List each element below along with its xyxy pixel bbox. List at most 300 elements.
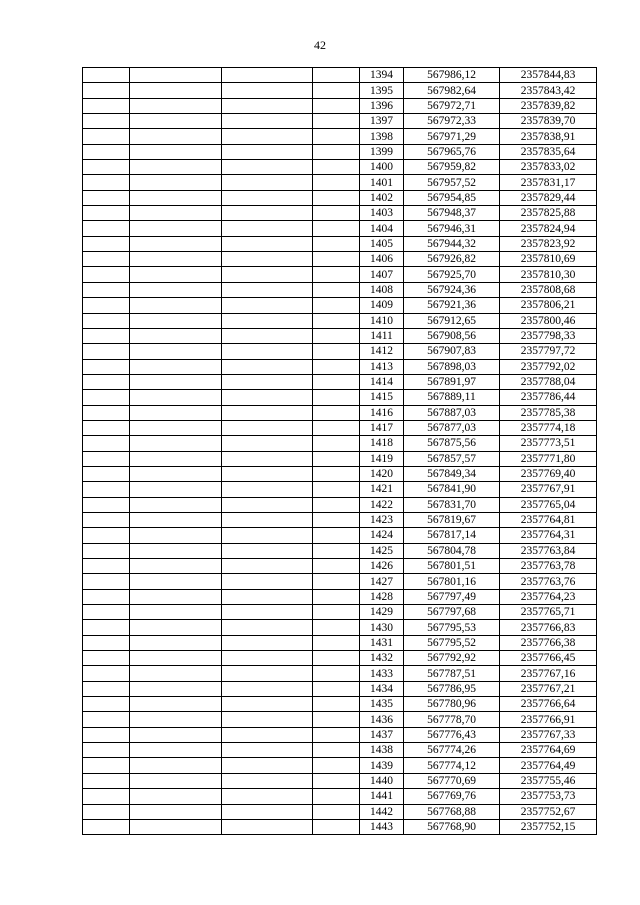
x-coordinate-cell: 567959,82 (404, 160, 500, 175)
point-number-cell: 1431 (360, 635, 404, 650)
empty-cell (313, 359, 360, 374)
point-number-cell: 1442 (360, 804, 404, 819)
table-row (83, 712, 597, 727)
empty-cell (222, 681, 313, 696)
table-row (83, 160, 597, 175)
empty-cell (83, 83, 130, 98)
empty-cell (83, 712, 130, 727)
empty-cell (83, 574, 130, 589)
empty-cell (83, 206, 130, 221)
empty-cell (83, 436, 130, 451)
point-number-cell: 1418 (360, 436, 404, 451)
y-coordinate-cell: 2357767,91 (500, 482, 597, 497)
table-row (83, 206, 597, 221)
empty-cell (313, 160, 360, 175)
point-number-cell: 1401 (360, 175, 404, 190)
x-coordinate-cell: 567787,51 (404, 666, 500, 681)
table-row (83, 374, 597, 389)
point-number-cell: 1396 (360, 98, 404, 113)
table-row (83, 236, 597, 251)
x-coordinate-cell: 567912,65 (404, 313, 500, 328)
empty-cell (83, 543, 130, 558)
x-coordinate-cell: 567797,68 (404, 605, 500, 620)
empty-cell (83, 758, 130, 773)
table-row (83, 420, 597, 435)
y-coordinate-cell: 2357766,91 (500, 712, 597, 727)
y-coordinate-cell: 2357769,40 (500, 466, 597, 481)
y-coordinate-cell: 2357771,80 (500, 451, 597, 466)
table-row (83, 681, 597, 696)
point-number-cell: 1413 (360, 359, 404, 374)
table-row (83, 328, 597, 343)
table-row (83, 482, 597, 497)
empty-cell (313, 528, 360, 543)
table-row (83, 129, 597, 144)
empty-cell (130, 620, 222, 635)
y-coordinate-cell: 2357843,42 (500, 83, 597, 98)
empty-cell (313, 405, 360, 420)
x-coordinate-cell: 567819,67 (404, 512, 500, 527)
table-row (83, 589, 597, 604)
point-number-cell: 1428 (360, 589, 404, 604)
empty-cell (313, 482, 360, 497)
empty-cell (130, 282, 222, 297)
empty-cell (130, 144, 222, 159)
y-coordinate-cell: 2357792,02 (500, 359, 597, 374)
y-coordinate-cell: 2357829,44 (500, 190, 597, 205)
empty-cell (83, 666, 130, 681)
y-coordinate-cell: 2357844,83 (500, 68, 597, 83)
empty-cell (222, 743, 313, 758)
point-number-cell: 1429 (360, 605, 404, 620)
y-coordinate-cell: 2357810,30 (500, 267, 597, 282)
empty-cell (222, 114, 313, 129)
table-row (83, 390, 597, 405)
empty-cell (130, 206, 222, 221)
x-coordinate-cell: 567972,33 (404, 114, 500, 129)
table-row (83, 175, 597, 190)
empty-cell (83, 282, 130, 297)
table-row (83, 221, 597, 236)
point-number-cell: 1397 (360, 114, 404, 129)
empty-cell (313, 344, 360, 359)
empty-cell (222, 160, 313, 175)
y-coordinate-cell: 2357752,15 (500, 819, 597, 834)
table-row (83, 68, 597, 83)
x-coordinate-cell: 567946,31 (404, 221, 500, 236)
empty-cell (83, 144, 130, 159)
point-number-cell: 1424 (360, 528, 404, 543)
x-coordinate-cell: 567768,88 (404, 804, 500, 819)
point-number-cell: 1411 (360, 328, 404, 343)
empty-cell (313, 712, 360, 727)
table-row (83, 697, 597, 712)
point-number-cell: 1398 (360, 129, 404, 144)
empty-cell (222, 651, 313, 666)
empty-cell (313, 68, 360, 83)
table-row (83, 635, 597, 650)
empty-cell (130, 313, 222, 328)
y-coordinate-cell: 2357788,04 (500, 374, 597, 389)
empty-cell (83, 589, 130, 604)
empty-cell (83, 405, 130, 420)
point-number-cell: 1416 (360, 405, 404, 420)
empty-cell (83, 221, 130, 236)
table-body (83, 68, 597, 835)
point-number-cell: 1408 (360, 282, 404, 297)
table-row (83, 436, 597, 451)
table-row (83, 497, 597, 512)
x-coordinate-cell: 567792,92 (404, 651, 500, 666)
table-row (83, 666, 597, 681)
table-row (83, 543, 597, 558)
x-coordinate-cell: 567921,36 (404, 298, 500, 313)
x-coordinate-cell: 567898,03 (404, 359, 500, 374)
empty-cell (313, 298, 360, 313)
empty-cell (83, 160, 130, 175)
x-coordinate-cell: 567801,51 (404, 559, 500, 574)
empty-cell (222, 574, 313, 589)
x-coordinate-cell: 567887,03 (404, 405, 500, 420)
y-coordinate-cell: 2357785,38 (500, 405, 597, 420)
table-row (83, 773, 597, 788)
point-number-cell: 1443 (360, 819, 404, 834)
point-number-cell: 1402 (360, 190, 404, 205)
empty-cell (222, 282, 313, 297)
y-coordinate-cell: 2357774,18 (500, 420, 597, 435)
y-coordinate-cell: 2357831,17 (500, 175, 597, 190)
empty-cell (130, 68, 222, 83)
point-number-cell: 1407 (360, 267, 404, 282)
empty-cell (313, 681, 360, 696)
x-coordinate-cell: 567907,83 (404, 344, 500, 359)
y-coordinate-cell: 2357800,46 (500, 313, 597, 328)
empty-cell (83, 298, 130, 313)
empty-cell (222, 804, 313, 819)
y-coordinate-cell: 2357767,21 (500, 681, 597, 696)
empty-cell (83, 390, 130, 405)
empty-cell (313, 206, 360, 221)
empty-cell (83, 635, 130, 650)
point-number-cell: 1404 (360, 221, 404, 236)
empty-cell (222, 344, 313, 359)
empty-cell (130, 497, 222, 512)
empty-cell (313, 559, 360, 574)
empty-cell (313, 328, 360, 343)
empty-cell (222, 390, 313, 405)
empty-cell (130, 635, 222, 650)
table-row (83, 313, 597, 328)
empty-cell (222, 605, 313, 620)
y-coordinate-cell: 2357773,51 (500, 436, 597, 451)
empty-cell (130, 758, 222, 773)
point-number-cell: 1422 (360, 497, 404, 512)
x-coordinate-cell: 567982,64 (404, 83, 500, 98)
empty-cell (313, 267, 360, 282)
x-coordinate-cell: 567948,37 (404, 206, 500, 221)
table-row (83, 804, 597, 819)
empty-cell (222, 236, 313, 251)
empty-cell (222, 466, 313, 481)
empty-cell (313, 190, 360, 205)
empty-cell (313, 313, 360, 328)
empty-cell (222, 374, 313, 389)
y-coordinate-cell: 2357806,21 (500, 298, 597, 313)
point-number-cell: 1438 (360, 743, 404, 758)
empty-cell (222, 190, 313, 205)
empty-cell (130, 298, 222, 313)
empty-cell (222, 635, 313, 650)
x-coordinate-cell: 567965,76 (404, 144, 500, 159)
empty-cell (130, 789, 222, 804)
empty-cell (83, 789, 130, 804)
empty-cell (83, 620, 130, 635)
empty-cell (313, 605, 360, 620)
empty-cell (83, 773, 130, 788)
point-number-cell: 1409 (360, 298, 404, 313)
y-coordinate-cell: 2357797,72 (500, 344, 597, 359)
table-row (83, 405, 597, 420)
x-coordinate-cell: 567877,03 (404, 420, 500, 435)
x-coordinate-cell: 567804,78 (404, 543, 500, 558)
point-number-cell: 1395 (360, 83, 404, 98)
empty-cell (222, 405, 313, 420)
empty-cell (130, 574, 222, 589)
empty-cell (222, 175, 313, 190)
empty-cell (313, 436, 360, 451)
point-number-cell: 1435 (360, 697, 404, 712)
empty-cell (130, 528, 222, 543)
table-row (83, 727, 597, 742)
empty-cell (130, 589, 222, 604)
empty-cell (313, 743, 360, 758)
empty-cell (130, 773, 222, 788)
empty-cell (222, 512, 313, 527)
y-coordinate-cell: 2357839,82 (500, 98, 597, 113)
point-number-cell: 1433 (360, 666, 404, 681)
x-coordinate-cell: 567857,57 (404, 451, 500, 466)
empty-cell (83, 727, 130, 742)
empty-cell (222, 98, 313, 113)
table-row (83, 605, 597, 620)
x-coordinate-cell: 567780,96 (404, 697, 500, 712)
y-coordinate-cell: 2357766,64 (500, 697, 597, 712)
point-number-cell: 1439 (360, 758, 404, 773)
y-coordinate-cell: 2357786,44 (500, 390, 597, 405)
table-row (83, 451, 597, 466)
empty-cell (313, 129, 360, 144)
table-row (83, 789, 597, 804)
table-row (83, 98, 597, 113)
empty-cell (83, 328, 130, 343)
empty-cell (83, 697, 130, 712)
empty-cell (222, 589, 313, 604)
empty-cell (130, 129, 222, 144)
empty-cell (222, 727, 313, 742)
table-row (83, 359, 597, 374)
empty-cell (130, 98, 222, 113)
x-coordinate-cell: 567831,70 (404, 497, 500, 512)
table-row (83, 144, 597, 159)
empty-cell (83, 482, 130, 497)
coordinates-table (82, 67, 597, 835)
table-row (83, 574, 597, 589)
empty-cell (313, 758, 360, 773)
x-coordinate-cell: 567841,90 (404, 482, 500, 497)
point-number-cell: 1412 (360, 344, 404, 359)
table-row (83, 758, 597, 773)
y-coordinate-cell: 2357764,23 (500, 589, 597, 604)
empty-cell (130, 681, 222, 696)
empty-cell (83, 175, 130, 190)
y-coordinate-cell: 2357765,71 (500, 605, 597, 620)
table-row (83, 512, 597, 527)
empty-cell (130, 405, 222, 420)
empty-cell (83, 451, 130, 466)
x-coordinate-cell: 567795,52 (404, 635, 500, 650)
empty-cell (130, 697, 222, 712)
x-coordinate-cell: 567801,16 (404, 574, 500, 589)
empty-cell (222, 497, 313, 512)
empty-cell (83, 497, 130, 512)
y-coordinate-cell: 2357766,45 (500, 651, 597, 666)
x-coordinate-cell: 567768,90 (404, 819, 500, 834)
empty-cell (130, 482, 222, 497)
x-coordinate-cell: 567891,97 (404, 374, 500, 389)
point-number-cell: 1436 (360, 712, 404, 727)
empty-cell (130, 436, 222, 451)
empty-cell (313, 451, 360, 466)
y-coordinate-cell: 2357798,33 (500, 328, 597, 343)
point-number-cell: 1406 (360, 252, 404, 267)
y-coordinate-cell: 2357763,84 (500, 543, 597, 558)
table-row (83, 620, 597, 635)
empty-cell (130, 804, 222, 819)
empty-cell (313, 773, 360, 788)
table-row (83, 743, 597, 758)
empty-cell (222, 789, 313, 804)
y-coordinate-cell: 2357764,49 (500, 758, 597, 773)
empty-cell (83, 68, 130, 83)
empty-cell (313, 83, 360, 98)
empty-cell (313, 543, 360, 558)
point-number-cell: 1437 (360, 727, 404, 742)
empty-cell (313, 144, 360, 159)
x-coordinate-cell: 567817,14 (404, 528, 500, 543)
point-number-cell: 1423 (360, 512, 404, 527)
y-coordinate-cell: 2357823,92 (500, 236, 597, 251)
x-coordinate-cell: 567875,56 (404, 436, 500, 451)
point-number-cell: 1421 (360, 482, 404, 497)
empty-cell (130, 466, 222, 481)
empty-cell (313, 98, 360, 113)
empty-cell (313, 390, 360, 405)
y-coordinate-cell: 2357824,94 (500, 221, 597, 236)
empty-cell (222, 359, 313, 374)
x-coordinate-cell: 567957,52 (404, 175, 500, 190)
empty-cell (83, 190, 130, 205)
empty-cell (130, 666, 222, 681)
empty-cell (83, 420, 130, 435)
x-coordinate-cell: 567770,69 (404, 773, 500, 788)
point-number-cell: 1410 (360, 313, 404, 328)
x-coordinate-cell: 567908,56 (404, 328, 500, 343)
x-coordinate-cell: 567776,43 (404, 727, 500, 742)
empty-cell (83, 512, 130, 527)
x-coordinate-cell: 567786,95 (404, 681, 500, 696)
y-coordinate-cell: 2357835,64 (500, 144, 597, 159)
y-coordinate-cell: 2357767,16 (500, 666, 597, 681)
table-row (83, 252, 597, 267)
empty-cell (130, 420, 222, 435)
empty-cell (313, 620, 360, 635)
x-coordinate-cell: 567778,70 (404, 712, 500, 727)
y-coordinate-cell: 2357763,78 (500, 559, 597, 574)
table-row (83, 190, 597, 205)
empty-cell (83, 681, 130, 696)
point-number-cell: 1430 (360, 620, 404, 635)
empty-cell (130, 267, 222, 282)
x-coordinate-cell: 567954,85 (404, 190, 500, 205)
empty-cell (83, 344, 130, 359)
point-number-cell: 1426 (360, 559, 404, 574)
point-number-cell: 1403 (360, 206, 404, 221)
point-number-cell: 1400 (360, 160, 404, 175)
empty-cell (130, 252, 222, 267)
table-row (83, 466, 597, 481)
empty-cell (130, 605, 222, 620)
empty-cell (313, 697, 360, 712)
empty-cell (83, 98, 130, 113)
point-number-cell: 1394 (360, 68, 404, 83)
table-row (83, 282, 597, 297)
empty-cell (130, 390, 222, 405)
empty-cell (222, 528, 313, 543)
x-coordinate-cell: 567986,12 (404, 68, 500, 83)
empty-cell (222, 758, 313, 773)
x-coordinate-cell: 567971,29 (404, 129, 500, 144)
x-coordinate-cell: 567797,49 (404, 589, 500, 604)
empty-cell (222, 420, 313, 435)
empty-cell (313, 420, 360, 435)
x-coordinate-cell: 567795,53 (404, 620, 500, 635)
table-row (83, 114, 597, 129)
empty-cell (130, 359, 222, 374)
table-row (83, 559, 597, 574)
empty-cell (313, 574, 360, 589)
empty-cell (83, 252, 130, 267)
point-number-cell: 1414 (360, 374, 404, 389)
point-number-cell: 1441 (360, 789, 404, 804)
empty-cell (222, 819, 313, 834)
empty-cell (222, 559, 313, 574)
empty-cell (130, 451, 222, 466)
y-coordinate-cell: 2357765,04 (500, 497, 597, 512)
empty-cell (130, 712, 222, 727)
empty-cell (222, 313, 313, 328)
empty-cell (222, 436, 313, 451)
empty-cell (130, 328, 222, 343)
empty-cell (130, 543, 222, 558)
empty-cell (83, 313, 130, 328)
empty-cell (83, 129, 130, 144)
y-coordinate-cell: 2357766,83 (500, 620, 597, 635)
y-coordinate-cell: 2357808,68 (500, 282, 597, 297)
x-coordinate-cell: 567925,70 (404, 267, 500, 282)
empty-cell (130, 344, 222, 359)
empty-cell (83, 528, 130, 543)
y-coordinate-cell: 2357810,69 (500, 252, 597, 267)
